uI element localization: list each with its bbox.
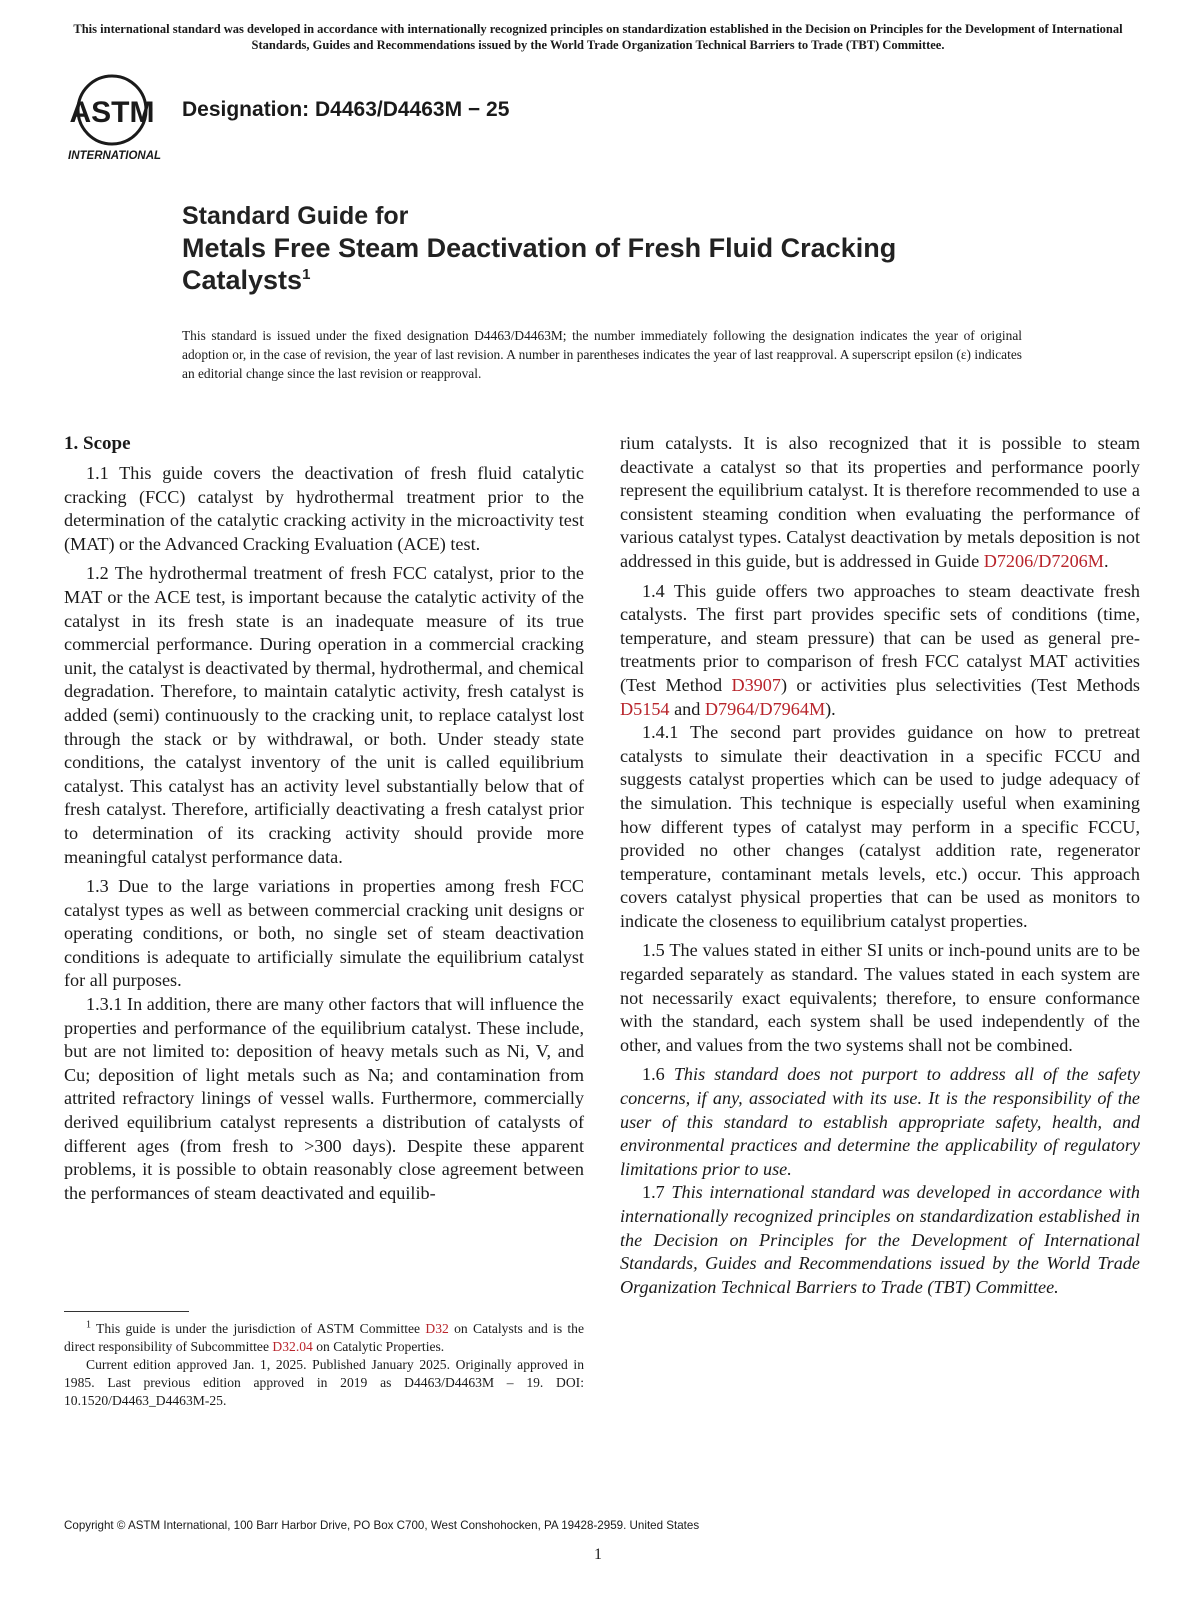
- link-d5154[interactable]: D5154: [620, 698, 670, 719]
- paragraph-1-3-1-continued-text: rium catalysts. It is also recognized that it is possible to steam deactivate a catalyst so that its properties and performance poorly represent the equilibrium catalyst. It is therefore recommended to use a consistent steaming condition when evaluating the performance of various catalyst types. Catalyst deactivation by metals deposition is not addressed in this guide, but is addressed in Guide: [620, 433, 1140, 571]
- title-footnote-mark: 1: [302, 266, 311, 283]
- link-d3907[interactable]: D3907: [731, 674, 781, 695]
- standard-notice: This international standard was developed in accordance with internationally recognized principles on standardization established in the Decision on Principles for the Development of International Standards, Guides and Recommendations issued by the World Trade Organization Technical Barriers to Trade (TBT) Committee.: [73, 22, 1123, 52]
- paragraph-1-6: [620, 1063, 1140, 1181]
- footnote-text-a: This guide is under the jurisdiction of ASTM Committee: [91, 1321, 426, 1336]
- paragraph-1-4: [620, 580, 1140, 722]
- section-heading-scope: 1. Scope: [64, 433, 131, 454]
- paragraph-1-7-text: This international standard was developed in accordance with internationally recognized principles on standardization established in the Decision on Principles for the Development of International Standards, Guides and Recommendations issued by the World Trade Organization Technical Barriers to Trade (TBT) Committee.: [620, 1182, 1141, 1297]
- paragraph-1-4-1: 1.4.1 The second part provides guidance on how to pretreat catalysts to simulate their deactivation in a specific FCCU and suggests catalyst properties which can be used to judge adequacy of the simulation. This technique is especially useful when examining how different types of catalyst may perform in a specific FCCU, provided no other changes (catalyst addition rate, regenerator temperature, contaminant metals levels, etc.) occur. This approach covers catalyst physical properties that can be used as monitors to indicate the closeness to equilibrium catalyst properties.: [620, 722, 1140, 931]
- footnote-1: [64, 1320, 584, 1356]
- astm-logo: [66, 72, 168, 164]
- designation: Designation: D4463/D4463M − 25: [182, 98, 510, 121]
- paragraph-1-3-1: 1.3.1 In addition, there are many other factors that will influence the properties and performance of the equilibrium catalyst. These include, but are not limited to: deposition of heavy metals such as Ni, V, and Cu; deposition of light metals such as Na; and contamination from attrited refractory linings of vessel walls. Furthermore, commercially derived equilibrium catalyst represents a distribution of catalysts of different ages (from fresh to >300 days). Despite these apparent problems, it is possible to obtain reasonably close agreement between the performances of steam deactivated and equilib-: [64, 994, 584, 1203]
- footnote-edition: Current edition approved Jan. 1, 2025. Published January 2025. Originally approved in 1985. Last previous edition approved in 2019 as D4463/D4463M – 19. DOI: 10.1520/D4463_D4463M-25.: [64, 1357, 584, 1408]
- footnote-divider: [64, 1311, 189, 1312]
- title-line-1: Standard Guide for: [182, 202, 409, 230]
- paragraph-1-3-1-continued: rium catalysts. It is also recognized that it is possible to steam deactivate a catalyst so that its properties and performance poorly represent the equilibrium catalyst. It is therefore recommended to use a consistent steaming condition when evaluating the performance of various catalyst types. Catalyst deactivation by metals deposition is not addressed in this guide, but is addressed in Guide D7206/D7206M.: [620, 433, 1140, 571]
- footnotes: [64, 1320, 584, 1410]
- footnote-text-b: on Catalysts and is the direct responsibility of Subcommittee: [64, 1321, 585, 1354]
- paragraph-1-6-number: 1.6: [642, 1064, 674, 1085]
- link-d7206[interactable]: D7206/D7206M: [983, 550, 1104, 571]
- issue-note: This standard is issued under the fixed designation D4463/D4463M; the number immediately following the designation indicates the year of original adoption or, in the case of revision, the year of last revision. A number in parentheses indicates the year of last reapproval. A superscript epsilon (ε) indicates an editorial change since the last revision or reapproval.: [182, 328, 1022, 381]
- paragraph-1-3: 1.3 Due to the large variations in properties among fresh FCC catalyst types as well as between commercial cracking unit designs or operating conditions, or both, no single set of steam deactivation conditions is adequate to artificially simulate the equilibrium catalyst for all purposes.: [64, 876, 584, 991]
- link-d32-04[interactable]: D32.04: [272, 1339, 313, 1354]
- page-number: 1: [594, 1546, 602, 1563]
- logo-international: INTERNATIONAL: [68, 150, 162, 162]
- title-line-3-text: Catalysts: [182, 265, 303, 295]
- title-line-3: [182, 264, 1082, 296]
- paragraph-1-1: 1.1 This guide covers the deactivation of fresh fluid catalytic cracking (FCC) catalyst by hydrothermal treatment prior to the determination of the catalytic cracking activity in the microactivity test (MAT) or the Advanced Cracking Evaluation (ACE) test.: [64, 463, 584, 554]
- link-d32[interactable]: D32: [425, 1321, 449, 1336]
- footnote-text-c: on Catalytic Properties.: [312, 1339, 445, 1354]
- paragraph-1-4-end: ).: [825, 698, 836, 719]
- title-line-2: Metals Free Steam Deactivation of Fresh Fluid Cracking: [182, 233, 897, 263]
- footnote-mark: 1: [86, 1319, 91, 1331]
- copyright-line: Copyright © ASTM International, 100 Barr Harbor Drive, PO Box C700, West Conshohocken, PA 19428-2959. United States: [64, 1519, 700, 1532]
- link-d7964[interactable]: D7964/D7964M: [704, 698, 826, 719]
- left-column: [64, 432, 584, 1205]
- paragraph-1-2: 1.2 The hydrothermal treatment of fresh FCC catalyst, prior to the MAT or the ACE test, is important because the catalytic activity of the catalyst in its fresh state is an inadequate measure of its true commercial performance. During operation in a commercial cracking unit, the catalyst is deactivated by thermal, hydrothermal, and chemical degradation. Therefore, to maintain catalytic activity, fresh catalyst is added (semi) continuously to the cracking unit, to replace catalyst lost through the stack or by withdrawal, or both. Under steady state conditions, the catalyst inventory of the unit is called equilibrium catalyst. This catalyst has an activity level substantially below that of fresh catalyst. Therefore, artificially deactivating a fresh catalyst prior to determination of its cracking activity should provide more meaningful catalyst performance data.: [64, 563, 584, 867]
- paragraph-1-4-text-b: ) or activities plus selectivities (Test Methods: [780, 674, 1140, 695]
- paragraph-1-4-and: and: [669, 698, 705, 719]
- right-column: [620, 432, 1140, 1299]
- paragraph-1-6-text: This standard does not purport to address all of the safety concerns, if any, associated with its use. It is the responsibility of the user of this standard to establish appropriate safety, health, and environmental practices and determine the applicability of regulatory limitations prior to use.: [620, 1064, 1141, 1179]
- document-title: [182, 200, 1082, 296]
- paragraph-1-4-text-a: 1.4 This guide offers two approaches to steam deactivate fresh catalysts. The first part provides specific sets of conditions (time, temperature, and steam pressure) that can be used as general pre-treatments prior to comparison of fresh FCC catalyst MAT activities (Test Method: [620, 580, 1140, 695]
- logo-letters: ASTM: [69, 96, 155, 129]
- paragraph-1-7: [620, 1181, 1140, 1299]
- paragraph-1-5: 1.5 The values stated in either SI units or inch-pound units are to be regarded separately as standard. The values stated in each system are not necessarily exact equivalents; therefore, to ensure conformance with the standard, each system shall be used independently of the other, and values from the two systems shall not be combined.: [620, 940, 1140, 1055]
- paragraph-1-7-number: 1.7: [642, 1182, 672, 1203]
